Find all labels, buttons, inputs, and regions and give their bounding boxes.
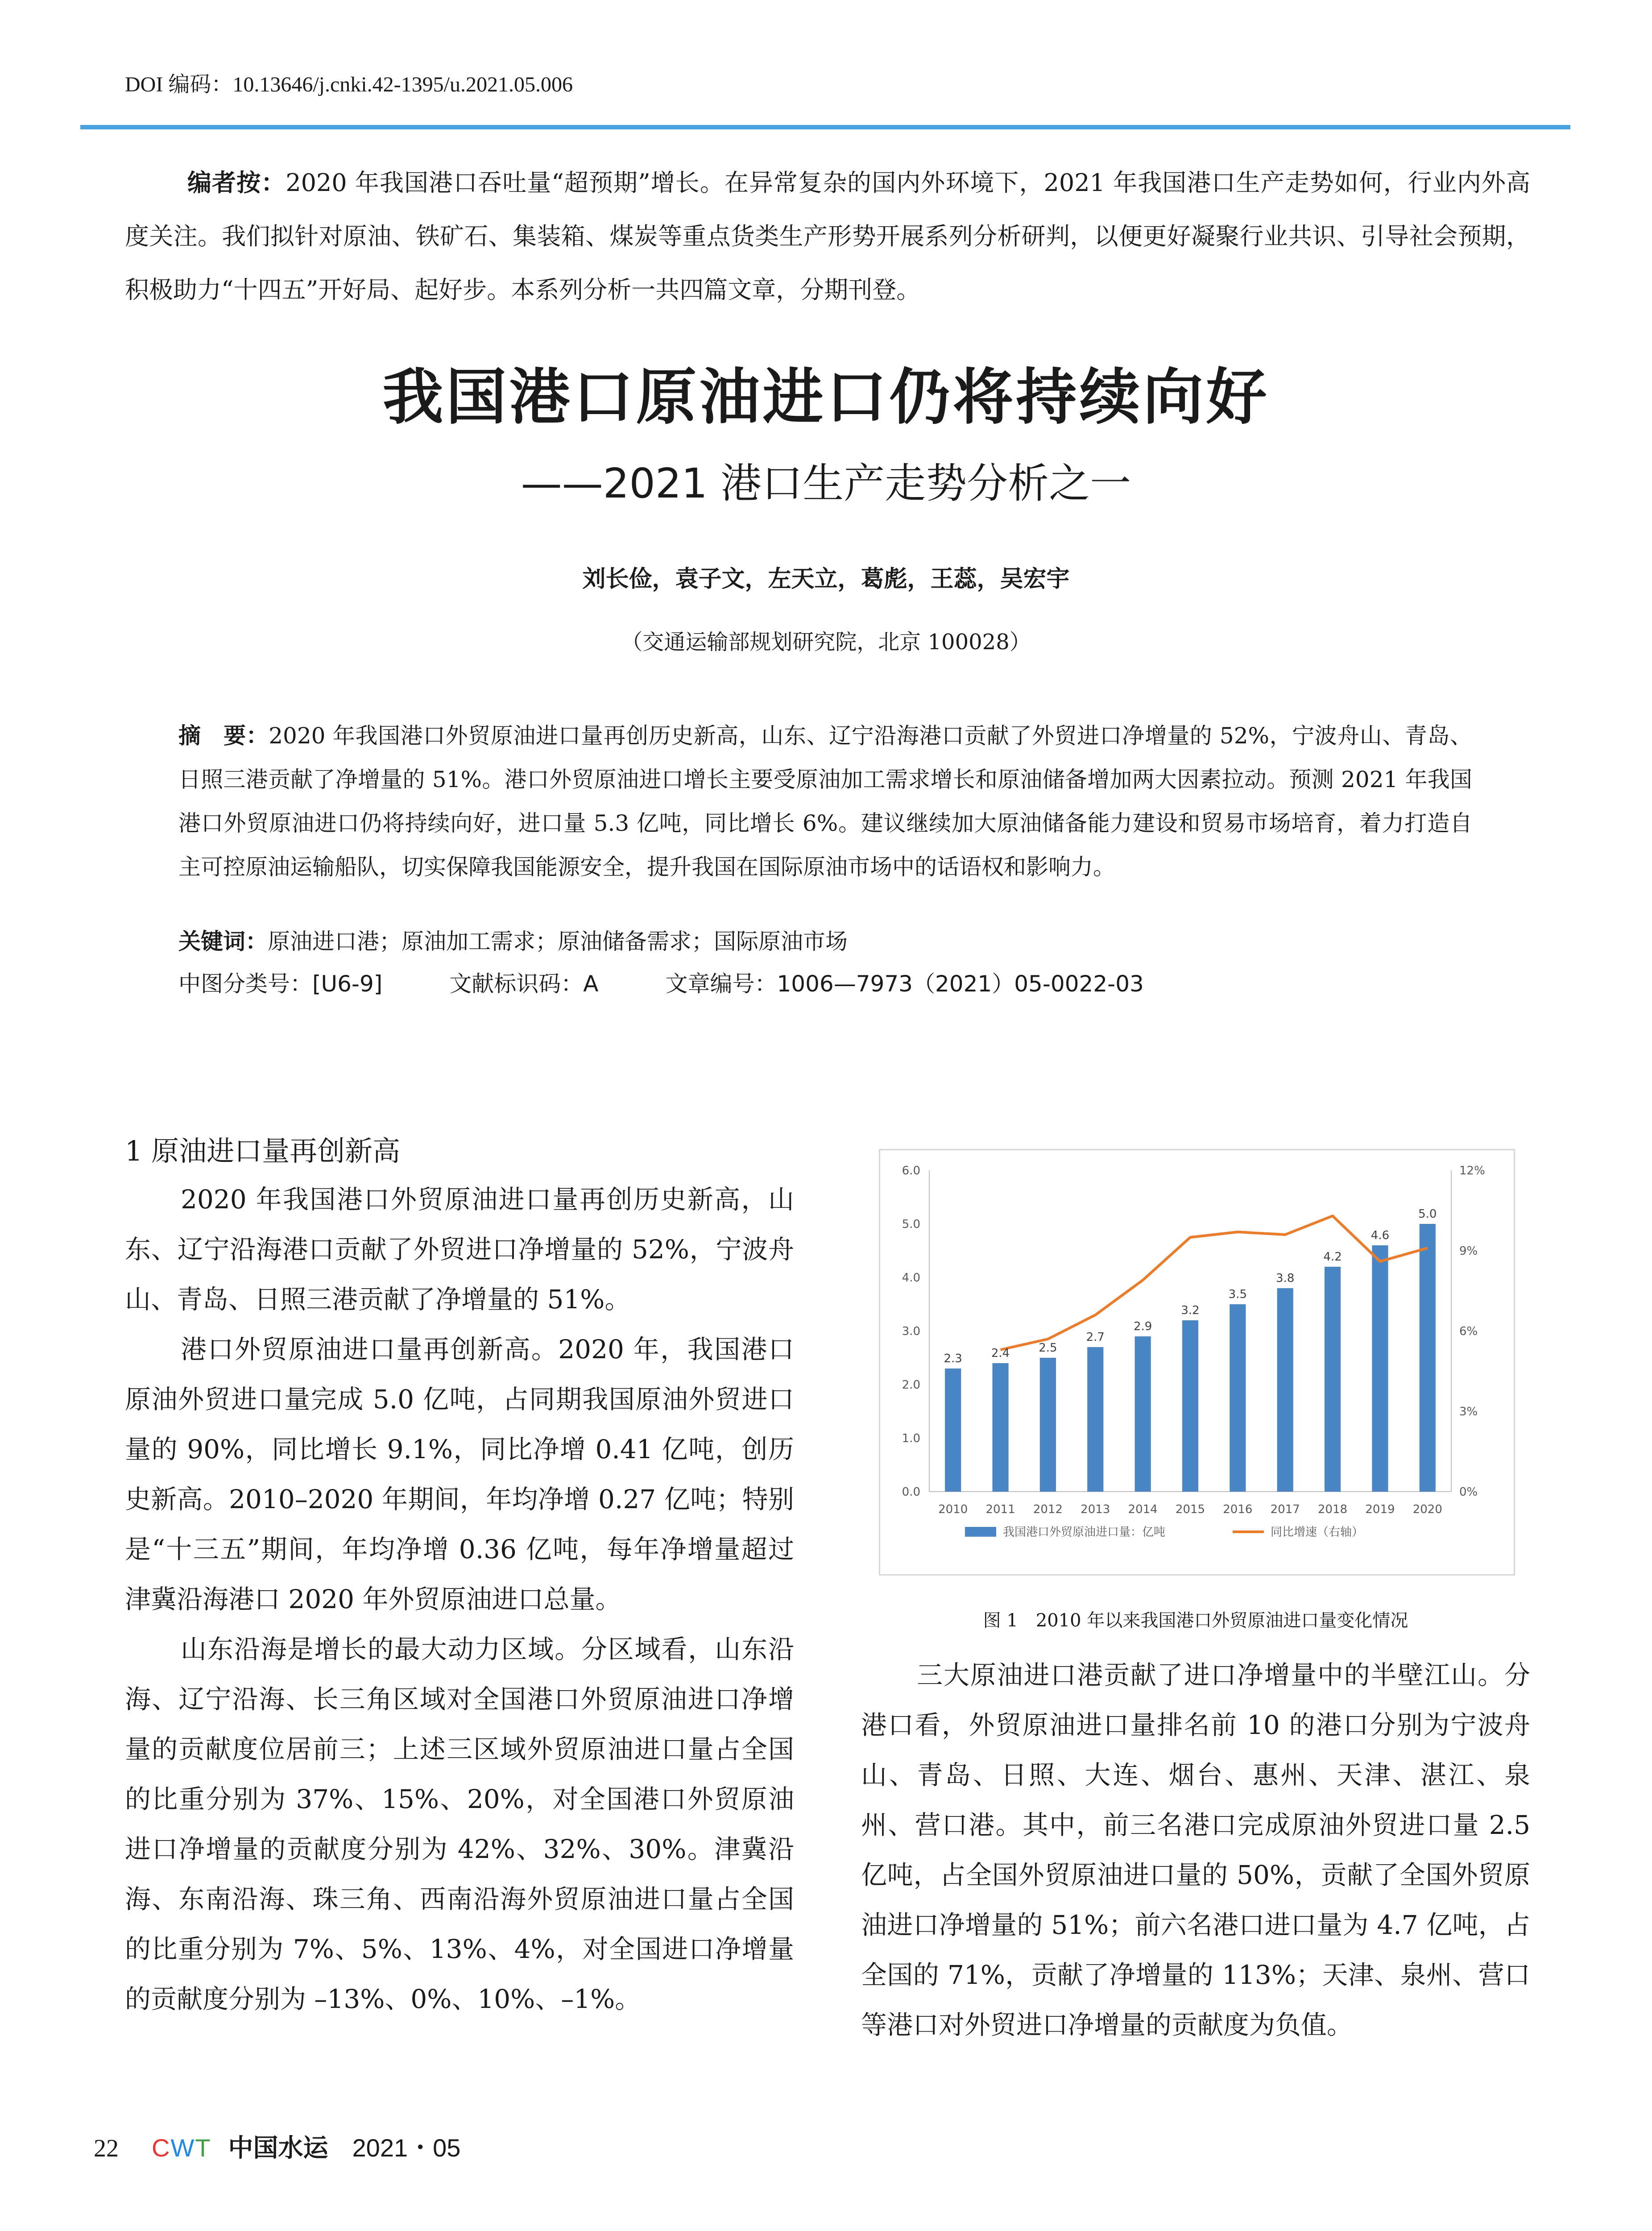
cwt-letter: C (152, 2134, 171, 2162)
y-left-tick-label: 5.0 (902, 1218, 920, 1231)
article-title: 我国港口原油进口仍将持续向好 (382, 361, 1270, 433)
cwt-letter: W (170, 2134, 195, 2162)
figure-chart (879, 1149, 1515, 1576)
y-right-tick-label: 9% (1459, 1244, 1478, 1258)
page-footer (94, 2128, 460, 2164)
article-number: 文章编号：1006—7973（2021）05-0022-03 (665, 971, 1144, 997)
affiliation: （交通运输部规划研究院，北京 100028） (621, 630, 1031, 655)
y-right-tick-label: 12% (1459, 1164, 1485, 1178)
x-tick-label: 2018 (1318, 1503, 1348, 1516)
cwt-letter: T (195, 2134, 211, 2162)
data-label: 2.3 (944, 1352, 962, 1365)
abstract (178, 714, 1472, 889)
section-heading: 1 原油进口量再创新高 (125, 1135, 401, 1167)
y-left-tick-label: 0.0 (902, 1485, 920, 1499)
keywords-label: 关键词： (178, 929, 268, 954)
doi-line: DOI 编码：10.13646/j.cnki.42-1395/u.2021.05.006 (125, 73, 573, 96)
data-label: 4.2 (1323, 1250, 1342, 1264)
left-column (125, 1174, 794, 2024)
paragraph: 三大原油进口港贡献了进口净增量中的半壁江山。分港口看，外贸原油进口量排名前 10 的港口分别为宁波舟山、青岛、日照、大连、烟台、惠州、天津、湛江、泉州、营口港。其中，前三名港口完成原油外贸进口量 2.5 亿吨，占全国外贸原油进口量的 50%，贡献了全国外贸原油进口净增量的 51%；前六名港口进口量为 4.7 亿吨，占全国的 71%，贡献了净增量的 113%；天津、泉州、营口等港口对外贸进口净增量的贡献度为负值。 (861, 1660, 1530, 2040)
bar (1182, 1320, 1198, 1492)
issue-number: 2021・05 (352, 2134, 461, 2162)
bar (1277, 1288, 1293, 1492)
data-label: 3.5 (1228, 1288, 1247, 1301)
editor-note-label: 编者按： (187, 169, 286, 197)
x-tick-label: 2010 (938, 1503, 968, 1516)
chart-svg (880, 1150, 1514, 1574)
keywords (178, 924, 848, 956)
y-left-tick-label: 4.0 (902, 1271, 920, 1285)
bar (992, 1363, 1008, 1492)
magazine-name: 中国水运 (228, 2133, 328, 2163)
y-left-tick-label: 1.0 (902, 1432, 920, 1445)
page-number: 22 (94, 2135, 119, 2162)
y-left-tick-label: 6.0 (902, 1164, 920, 1178)
x-tick-label: 2017 (1270, 1503, 1300, 1516)
article-subtitle: ——2021 港口生产走势分析之一 (521, 460, 1131, 507)
data-label: 2.7 (1086, 1331, 1105, 1344)
classification-line (178, 966, 1211, 998)
x-tick-label: 2020 (1412, 1503, 1442, 1516)
data-label: 3.8 (1276, 1272, 1295, 1285)
x-tick-label: 2015 (1175, 1503, 1205, 1516)
editor-note-text: 2020 年我国港口吞吐量“超预期”增长。在异常复杂的国内外环境下，2021 年我国港口生产走势如何，行业内外高度关注。我们拟针对原油、铁矿石、集装箱、煤炭等重点货类生产形势开展系列分析研判，以便更好凝聚行业共识、引导社会预期，积极助力“十四五”开好局、起好步。本系列分析一共四篇文章，分期刊登。 (125, 169, 1531, 304)
x-tick-label: 2016 (1223, 1503, 1253, 1516)
x-tick-label: 2013 (1081, 1503, 1110, 1516)
cwt-logo (152, 2134, 211, 2162)
bar (1040, 1358, 1056, 1492)
data-label: 2.5 (1039, 1341, 1057, 1355)
editor-note (125, 156, 1530, 317)
y-right-tick-label: 6% (1459, 1325, 1478, 1338)
y-right-tick-label: 0% (1459, 1485, 1478, 1499)
y-left-tick-label: 3.0 (902, 1325, 920, 1338)
legend-label: 同比增速（右轴） (1271, 1526, 1364, 1539)
y-left-tick-label: 2.0 (902, 1378, 920, 1392)
document-code: 文献标识码：A (449, 971, 599, 997)
legend-swatch-bar (965, 1527, 996, 1537)
right-column (861, 1650, 1530, 2050)
bar (945, 1368, 961, 1492)
bar (1420, 1224, 1436, 1492)
paragraph: 2020 年我国港口外贸原油进口量再创历史新高，山东、辽宁沿海港口贡献了外贸进口净增量的 52%，宁波舟山、青岛、日照三港贡献了净增量的 51%。 (125, 1184, 794, 1315)
paragraph: 港口外贸原油进口量再创新高。2020 年，我国港口原油外贸进口量完成 5.0 亿吨，占同期我国原油外贸进口量的 90%，同比增长 9.1%，同比净增 0.41 亿吨，创历史新高。2010–2020 年期间，年均净增 0.27 亿吨；特别是“十三五”期间，年均净增 0.36 亿吨，每年净增量超过津冀沿海港口 2020 年外贸原油进口总量。 (125, 1334, 794, 1614)
x-tick-label: 2014 (1128, 1503, 1158, 1516)
data-label: 4.6 (1370, 1229, 1390, 1242)
data-label: 3.2 (1181, 1304, 1200, 1317)
header-rule (80, 125, 1570, 129)
figure-caption: 图 1 2010 年以来我国港口外贸原油进口量变化情况 (983, 1610, 1408, 1631)
data-label: 5.0 (1418, 1207, 1437, 1221)
y-right-tick-label: 3% (1459, 1405, 1478, 1418)
growth-line (1001, 1216, 1428, 1350)
keywords-text: 原油进口港；原油加工需求；原油储备需求；国际原油市场 (268, 929, 848, 954)
x-tick-label: 2011 (985, 1503, 1015, 1516)
paragraph: 山东沿海是增长的最大动力区域。分区域看，山东沿海、辽宁沿海、长三角区域对全国港口外贸原油进口净增量的贡献度位居前三；上述三区域外贸原油进口量占全国的比重分别为 37%、15%、20%，对全国港口外贸原油进口净增量的贡献度分别为 42%、32%、30%。津冀沿海、东南沿海、珠三角、西南沿海外贸原油进口量占全国的比重分别为 7%、5%、13%、4%，对全国进口净增量的贡献度分别为 –13%、0%、10%、–1%。 (125, 1634, 794, 2014)
x-tick-label: 2012 (1033, 1503, 1063, 1516)
clc-number: 中图分类号：[U6-9] (178, 971, 383, 997)
bar (1325, 1267, 1341, 1492)
data-label: 2.4 (991, 1347, 1010, 1360)
bar (1372, 1245, 1388, 1492)
data-label: 2.9 (1133, 1320, 1152, 1333)
legend-label: 我国港口外贸原油进口量：亿吨 (1003, 1526, 1166, 1539)
bar (1230, 1304, 1246, 1492)
abstract-text: 2020 年我国港口外贸原油进口量再创历史新高，山东、辽宁沿海港口贡献了外贸进口净增量的 52%，宁波舟山、青岛、日照三港贡献了净增量的 51%。港口外贸原油进口增长主要受原油加工需求增长和原油储备增加两大因素拉动。预测 2021 年我国港口外贸原油进口仍将持续向好，进口量 5.3 亿吨，同比增长 6%。建议继续加大原油储备能力建设和贸易市场培育，着力打造自主可控原油运输船队，切实保障我国能源安全，提升我国在国际原油市场中的话语权和影响力。 (178, 723, 1473, 880)
abstract-label: 摘 要： (178, 723, 269, 749)
bar (1087, 1347, 1103, 1492)
authors: 刘长俭，袁子文，左天立，葛彪，王蕊，吴宏宇 (582, 566, 1070, 593)
x-tick-label: 2019 (1365, 1503, 1395, 1516)
bar (1135, 1336, 1151, 1492)
